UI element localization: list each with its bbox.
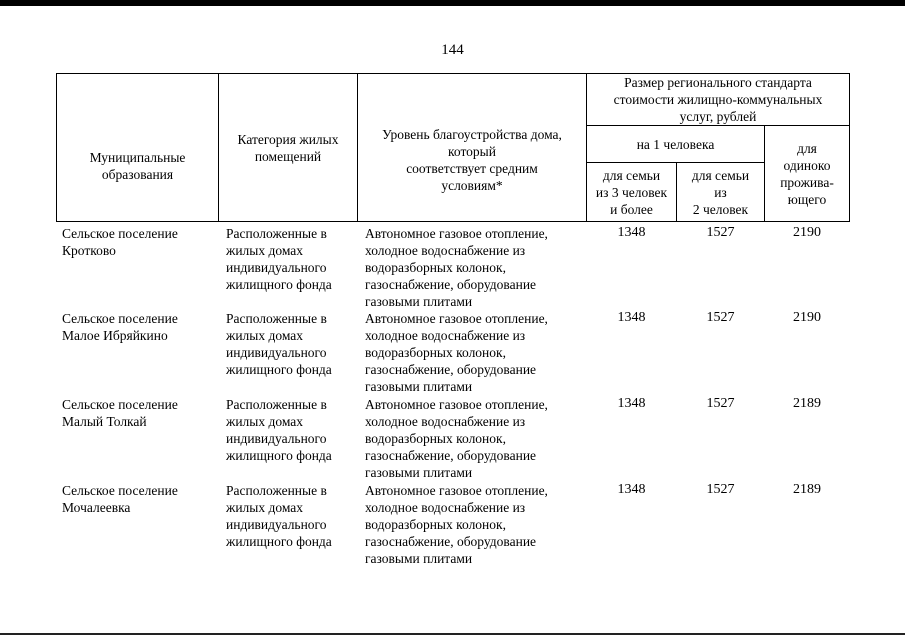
header-single: для одиноко прожива- ющего bbox=[780, 140, 834, 207]
row-4-family3: 1348 bbox=[617, 482, 646, 497]
row-2-family2: 1527 bbox=[706, 310, 735, 325]
row-1-family3: 1348 bbox=[617, 225, 646, 240]
page-number: 144 bbox=[441, 42, 464, 58]
row-3-single: 2189 bbox=[793, 396, 821, 411]
row-3-family3: 1348 bbox=[617, 396, 646, 411]
row-2-category: Расположенные в жилых домах индивидуального жилищного фонда bbox=[226, 311, 332, 377]
row-3-municipality: Сельское поселение Малый Толкай bbox=[62, 397, 178, 429]
header-level: Уровень благоустройства дома, который соответствует средним условиям* bbox=[382, 126, 562, 193]
header-bottom-line bbox=[56, 221, 850, 222]
bottom-scan-border bbox=[0, 633, 905, 635]
row-4-level: Автономное газовое отопление, холодное водоснабжение из водоразборных колонок, газоснабжение, оборудование газовыми плитами bbox=[365, 483, 548, 566]
row-3-family2: 1527 bbox=[706, 396, 735, 411]
row-4-category: Расположенные в жилых домах индивидуального жилищного фонда bbox=[226, 483, 332, 549]
row-2-family3: 1348 bbox=[617, 310, 646, 325]
header-family3: для семьи из 3 человек и более bbox=[595, 167, 668, 217]
row-2-single: 2190 bbox=[793, 310, 821, 325]
row-3-category: Расположенные в жилых домах индивидуального жилищного фонда bbox=[226, 397, 332, 463]
row-1-family2: 1527 bbox=[706, 225, 735, 240]
row-1-single: 2190 bbox=[793, 225, 821, 240]
header-per-person: на 1 человека bbox=[636, 136, 715, 152]
row-4-family2: 1527 bbox=[706, 482, 735, 497]
row-3-level: Автономное газовое отопление, холодное водоснабжение из водоразборных колонок, газоснабжение, оборудование газовыми плитами bbox=[365, 397, 548, 480]
row-1-municipality: Сельское поселение Кротково bbox=[62, 226, 178, 258]
row-1-level: Автономное газовое отопление, холодное водоснабжение из водоразборных колонок, газоснабжение, оборудование газовыми плитами bbox=[365, 226, 548, 309]
row-4-single: 2189 bbox=[793, 482, 821, 497]
header-family2: для семьи из 2 человек bbox=[691, 167, 750, 217]
top-scan-border bbox=[0, 0, 905, 6]
row-2-municipality: Сельское поселение Малое Ибряйкино bbox=[62, 311, 178, 343]
header-municipality: Муниципальные образования bbox=[89, 149, 186, 182]
header-right-line bbox=[849, 73, 850, 222]
row-1-category: Расположенные в жилых домах индивидуального жилищного фонда bbox=[226, 226, 332, 292]
row-2-level: Автономное газовое отопление, холодное водоснабжение из водоразборных колонок, газоснабжение, оборудование газовыми плитами bbox=[365, 311, 548, 394]
header-standard: Размер регионального стандарта стоимости жилищно-коммунальных услуг, рублей bbox=[613, 75, 823, 124]
row-4-municipality: Сельское поселение Мочалеевка bbox=[62, 483, 178, 515]
header-category: Категория жилых помещений bbox=[237, 131, 339, 164]
